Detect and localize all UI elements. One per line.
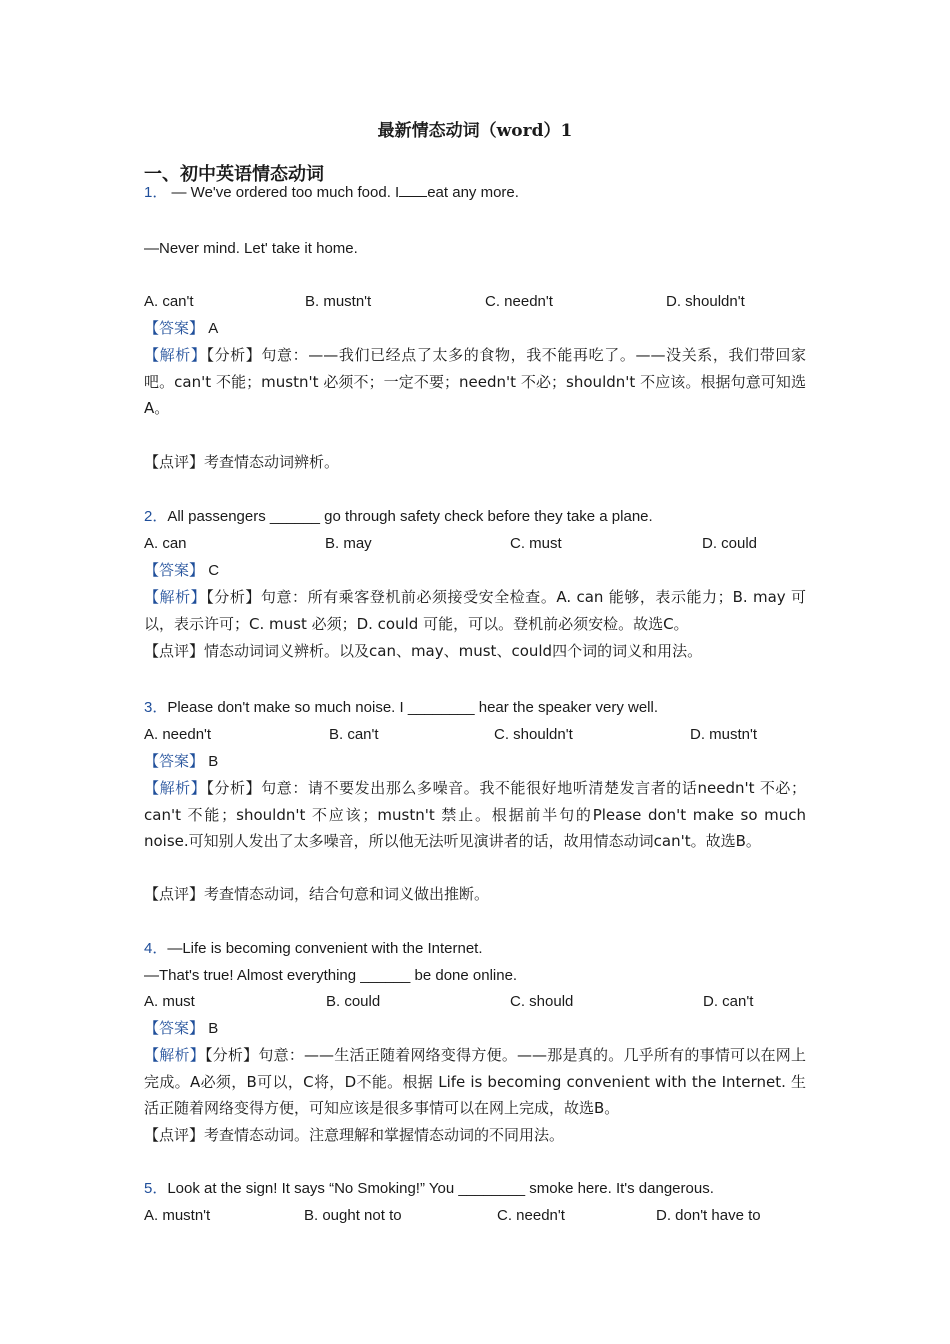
question-3-option-d: D. mustn't [690,726,758,743]
question-4-reply: —That's true! Almost everything ______ be done online. [144,967,518,984]
question-1-stem-a: — We've ordered too much food. I [167,184,400,201]
question-5-option-b: B. ought not to [304,1207,402,1224]
answer-value: C [208,562,220,579]
question-3-option-a: A. needn't [144,726,212,743]
question-2-option-b: B. may [325,535,372,552]
analysis-text: 【分析】句意：——我们已经点了太多的食物，我不能再吃了。——没关系，我们带回家吧。can't 不能；mustn't 必须不；一定不要；needn't 不必；shouldn't 不应该。根据句意可知选A。 [144,346,806,417]
question-2-stem [144,507,653,527]
question-1-option-b: B. mustn't [305,293,372,310]
question-5-stem [144,1179,714,1199]
question-5-option-a: A. mustn't [144,1207,211,1224]
question-2-number: 2． [144,508,168,525]
analysis-text: 【分析】句意：请不要发出那么多噪音。我不能很好地听清楚发言者的话needn't 不必；can't 不能；shouldn't 不应该；mustn't 禁止。根据前半句的Please don't make so much noise.可知别人发出了太多噪音，所以他无法听见演讲者的话，故用情态动词can't。故选B。 [144,779,806,850]
question-1-blank [399,182,427,197]
question-5-option-d: D. don't have to [656,1207,761,1224]
answer-tag: 【答案】 [144,319,205,337]
question-4-answer [144,1018,218,1039]
analysis-tag: 【解析】 [144,346,207,364]
question-3-number: 3． [144,699,168,716]
question-4-number: 4． [144,940,168,957]
question-3-stem-text: Please don't make so much noise. I ________ hear the speaker very well. [167,699,658,716]
answer-tag: 【答案】 [144,561,205,579]
analysis-text: 【分析】句意：——生活正随着网络变得方便。——那是真的。几乎所有的事情可以在网上完成。A必须，B可以，C将，D不能。根据 Life is becoming convenient with the Internet. 生活正随着网络变得方便，可知应该是很多事情可以在网上完成，故选B。 [144,1046,806,1117]
question-2-option-a: A. can [144,535,187,552]
question-3-comment: 【点评】考查情态动词，结合句意和词义做出推断。 [144,885,490,903]
question-4-option-a: A. must [144,993,195,1010]
question-1-stem-b: eat any more. [427,184,519,201]
question-1-answer [144,318,218,339]
answer-value: B [208,1020,219,1037]
question-4-stem [144,939,483,959]
question-1-option-c: C. needn't [485,293,553,310]
question-1-option-a: A. can't [144,293,194,310]
question-4-option-c: C. should [510,993,574,1010]
question-2-analysis [144,584,806,637]
question-3-option-c: C. shouldn't [494,726,573,743]
question-4-comment: 【点评】考查情态动词。注意理解和掌握情态动词的不同用法。 [144,1126,565,1144]
question-1-comment: 【点评】考查情态动词辨析。 [144,453,340,471]
answer-value: B [208,753,219,770]
question-1-reply: —Never mind. Let' take it home. [144,240,358,257]
question-2-option-c: C. must [510,535,562,552]
question-1-analysis [144,342,806,422]
section-heading: 一、初中英语情态动词 [144,164,324,185]
analysis-tag: 【解析】 [144,588,207,606]
page-title: 最新情态动词（word）1 [377,121,573,141]
question-5-number: 5． [144,1180,168,1197]
analysis-tag: 【解析】 [144,779,207,797]
answer-value: A [208,320,219,337]
question-3-analysis [144,775,806,855]
analysis-tag: 【解析】 [144,1046,205,1064]
question-2-answer [144,560,219,581]
question-4-stem-text: —Life is becoming convenient with the Internet. [167,940,483,957]
question-1-number: 1． [144,184,168,201]
question-1-stem [144,182,519,203]
analysis-text: 【分析】句意：所有乘客登机前必须接受安全检查。A. can 能够，表示能力；B. may 可以，表示许可；C. must 必须；D. could 可能，可以。登机前必须安检。故选C。 [144,588,806,633]
question-4-option-d: D. can't [703,993,754,1010]
question-4-option-b: B. could [326,993,381,1010]
question-1-option-d: D. shouldn't [666,293,745,310]
question-3-stem [144,698,658,718]
question-5-option-c: C. needn't [497,1207,565,1224]
question-5-stem-text: Look at the sign! It says “No Smoking!” You ________ smoke here. It's dangerous. [167,1180,714,1197]
question-2-option-d: D. could [702,535,758,552]
question-3-answer [144,751,218,772]
question-3-option-b: B. can't [329,726,379,743]
question-2-stem-text: All passengers ______ go through safety check before they take a plane. [167,508,653,525]
answer-tag: 【答案】 [144,752,205,770]
question-2-comment: 【点评】情态动词词义辨析。以及can、may、must、could四个词的词义和用法。 [144,642,703,660]
question-4-analysis [144,1042,806,1122]
answer-tag: 【答案】 [144,1019,205,1037]
